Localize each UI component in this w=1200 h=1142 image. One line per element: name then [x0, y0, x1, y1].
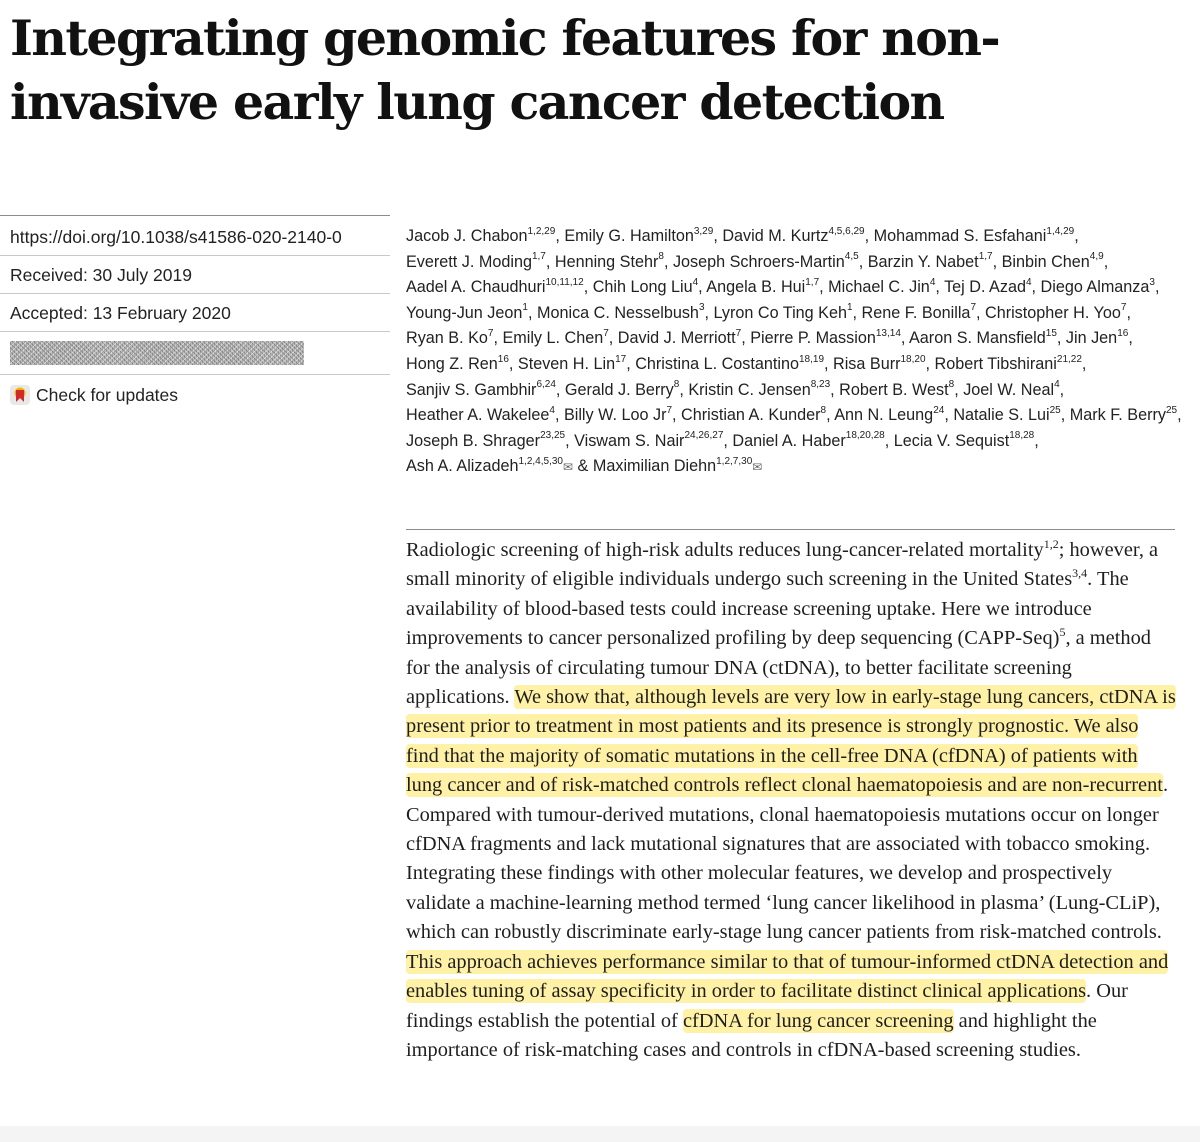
affiliation-sup: 18,28 [1009, 430, 1035, 442]
author-name[interactable]: Diego Almanza$^3$ [1040, 276, 1155, 297]
author-name[interactable]: Risa Burr$^{18,20}$ [833, 353, 926, 373]
abstract-text: ; however, a small minority of eligible individuals undergo such screening in the United States [406, 539, 1159, 591]
bottom-edge [0, 1126, 1200, 1142]
highlighted-text: This approach achieves performance similar to that of tumour-informed ctDNA detection and enables tuning of assay specificity in order to facilitate distinct clinical applications [406, 950, 1169, 1003]
author-name[interactable]: Christina L. Costantino$^{18,19}$ [635, 353, 825, 373]
affiliation-sup: 3,29 [693, 225, 714, 237]
author-name[interactable]: Sanjiv S. Gambhir$^{6,24}$ [406, 379, 556, 399]
affiliation-sup: 4,5,6,29 [828, 225, 865, 237]
affiliation-sup: 8 [948, 379, 955, 391]
affiliation-sup: 16 [497, 353, 509, 365]
author-name[interactable]: Chih Long Liu$^4$ [592, 276, 699, 297]
abstract [406, 536, 1176, 1065]
author-name[interactable]: Mohammad S. Esfahani$^{1,4,29}$ [873, 225, 1075, 245]
check-for-updates-label: Check for updates [36, 385, 179, 405]
author-list: Jacob J. Chabon$^{1,2,29}$, Emily G. Hamilton$^{3,29}$, David M. Kurtz$^{4,5,6,29}$, Mohammad S. Esfahani$^{1,4,29}$, Everett J. Moding$^{1,7}$, Henning Stehr$^8$, Joseph Schroers-Martin$^{4,5}$, Barzin Y. Nabet$^{1,7}$, Binbin Chen$^{4,9}$, Aadel A. Chaudhuri$^{10,11,12}$, Chih Long Liu$^4$, Angela B. Hui$^{1,7}$, Michael C. Jin$^4$, Tej D. Azad$^4$, Diego Almanza$^3$, Young-Jun Jeon$^1$, Monica C. Nesselbush$^3$, Lyron Co Ting Keh$^1$, Rene F. Bonilla$^7$, Christopher H. Yoo$^7$, Ryan B. Ko$^7$, Emily L. Chen$^7$, David J. Merriott$^7$, Pierre P. Massion$^{13,14}$, Aaron S. Mansfield$^{15}$, Jin Jen$^{16}$, Hong Z. Ren$^{16}$, Steven H. Lin$^{17}$, Christina L. Costantino$^{18,19}$, Risa Burr$^{18,20}$, Robert Tibshirani$^{21,22}$, Sanjiv S. Gambhir$^{6,24}$, Gerald J. Berry$^8$, Kristin C. Jensen$^{8,23}$, Robert B. West$^8$, Joel W. Neal$^4$, Heather A. Wakelee$^4$, Billy W. Loo Jr$^7$, Christian A. Kunder$^8$, Ann N. Leung$^{24}$, Natalie S. Lui$^{25}$, Mark F. Berry$^{25}$, Joseph B. Shrager$^{23,25}$, Viswam S. Nair$^{24,26,27}$, Daniel A. Haber$^{18,20,28}$, Lecia V. Sequist$^{18,28}$, Ash A. Alizadeh$^{1,2,4,5,30}$✉ & Maximilian Diehn$^{1,2,7,30}$✉ [406, 225, 1182, 476]
author-name[interactable]: Joseph B. Shrager$^{23,25}$ [406, 430, 566, 450]
abstract-text: . The availability of blood-based tests could increase screening uptake. Here we introduce improvements to cancer personalized profiling by deep sequencing (CAPP-Seq) [406, 568, 1129, 650]
affiliation-sup: 4 [929, 276, 936, 288]
citation-sup: 3,4 [1072, 566, 1088, 581]
affiliation-sup: 4 [549, 404, 555, 416]
affiliation-sup: 25 [1049, 404, 1061, 416]
author-name[interactable]: Binbin Chen$^{4,9}$ [1001, 251, 1104, 271]
citation-sup: 5 [1059, 625, 1066, 640]
author-name[interactable]: Michael C. Jin$^4$ [828, 276, 936, 297]
envelope-icon[interactable]: ✉ [562, 460, 574, 475]
author-conjunction: & [577, 457, 589, 476]
abstract-text: . Compared with tumour-derived mutations, clonal haematopoiesis mutations occur on longer cfDNA fragments and lack mutational signatures that are associated with tobacco smoking. Integrating these findings with other molecular features, we develop and prospectively validate a machine-learning method termed ‘lung cancer likelihood in plasma’ (Lung-CLiP), which can robustly discriminate early-stage lung cancer patients from risk-matched controls. [406, 774, 1169, 944]
author-name[interactable]: Joseph Schroers-Martin$^{4,5}$ [672, 251, 859, 271]
article-metadata [0, 215, 390, 414]
author-name[interactable]: Hong Z. Ren$^{16}$ [406, 353, 509, 373]
author-name[interactable]: Daniel A. Haber$^{18,20,28}$ [732, 430, 885, 450]
affiliation-sup: 8,23 [810, 379, 831, 391]
bookmark-icon [10, 385, 30, 405]
author-name[interactable]: Lyron Co Ting Keh$^1$ [713, 302, 853, 322]
affiliation-sup: 1,7 [805, 276, 820, 288]
affiliation-sup: 4 [692, 276, 699, 288]
affiliation-sup: 4 [1025, 276, 1032, 288]
affiliation-sup: 16 [1117, 327, 1129, 339]
author-name[interactable]: Ann N. Leung$^{24}$ [834, 404, 945, 425]
author-name[interactable]: Ash A. Alizadeh$^{1,2,4,5,30}$✉ [406, 455, 574, 476]
author-name[interactable]: Joel W. Neal$^4$ [963, 379, 1060, 399]
author-name[interactable]: Henning Stehr$^8$ [554, 251, 664, 271]
affiliation-sup: 24 [933, 404, 945, 416]
abstract-text: Radiologic screening of high-risk adults reduces lung-cancer-related mortality [406, 539, 1044, 561]
author-name[interactable]: Emily L. Chen$^7$ [502, 327, 609, 348]
author-name[interactable]: Pierre P. Massion$^{13,14}$ [750, 327, 901, 348]
affiliation-sup: 7 [487, 327, 494, 339]
author-name[interactable]: Viswam S. Nair$^{24,26,27}$ [574, 430, 724, 450]
affiliation-sup: 1,2,4,5,30 [518, 455, 563, 467]
check-for-updates-button[interactable] [0, 374, 390, 414]
author-name[interactable]: David M. Kurtz$^{4,5,6,29}$ [722, 225, 865, 245]
affiliation-sup: 7 [1120, 302, 1127, 314]
affiliation-sup: 3 [698, 302, 705, 314]
affiliation-sup: 7 [970, 302, 976, 314]
affiliation-sup: 21,22 [1056, 353, 1082, 365]
affiliation-sup: 18,19 [798, 353, 825, 365]
affiliation-sup: 23,25 [540, 430, 566, 442]
author-name[interactable]: Billy W. Loo Jr$^7$ [563, 404, 673, 425]
author-name[interactable]: Lecia V. Sequist$^{18,28}$ [893, 430, 1035, 450]
affiliation-sup: 18,20,28 [845, 430, 885, 442]
envelope-icon[interactable]: ✉ [752, 460, 763, 475]
author-name[interactable]: David J. Merriott$^7$ [617, 327, 742, 348]
article-title: Integrating genomic features for non-invasive early lung cancer detection [10, 9, 1000, 131]
doi-link[interactable]: https://doi.org/10.1038/s41586-020-2140-0 [0, 215, 390, 255]
author-name[interactable]: Robert B. West$^8$ [839, 379, 955, 399]
affiliation-sup: 13,14 [875, 327, 901, 339]
author-name[interactable]: Everett J. Moding$^{1,7}$ [406, 251, 546, 271]
affiliation-sup: 6,24 [536, 379, 556, 391]
affiliation-sup: 7 [603, 327, 609, 339]
author-name[interactable]: Monica C. Nesselbush$^3$ [536, 302, 705, 322]
affiliation-sup: 1,7 [531, 251, 546, 263]
citation-sup: 1,2 [1043, 537, 1059, 552]
affiliation-sup: 1 [846, 302, 853, 314]
author-name[interactable]: Robert Tibshirani$^{21,22}$ [934, 353, 1082, 373]
affiliation-sup: 8 [820, 404, 827, 416]
author-name[interactable]: Christopher H. Yoo$^7$ [985, 302, 1127, 322]
affiliation-sup: 25 [1165, 404, 1178, 416]
author-name[interactable]: Young-Jun Jeon$^1$ [406, 302, 528, 322]
affiliation-sup: 7 [735, 327, 742, 339]
affiliation-sup: 4,5 [844, 251, 859, 263]
author-name[interactable]: Emily G. Hamilton$^{3,29}$ [564, 225, 714, 245]
author-name[interactable]: Christian A. Kunder$^8$ [681, 404, 827, 425]
author-name[interactable]: Jin Jen$^{16}$ [1065, 327, 1129, 348]
redaction-noise [10, 341, 304, 365]
affiliation-sup: 10,11,12 [545, 276, 584, 288]
received-date: Received: 30 July 2019 [0, 255, 390, 293]
affiliation-sup: 1 [522, 302, 528, 314]
affiliation-sup: 1,2,29 [527, 225, 556, 237]
author-name[interactable]: Tej D. Azad$^4$ [944, 276, 1032, 297]
author-name[interactable]: Aadel A. Chaudhuri$^{10,11,12}$ [406, 276, 584, 297]
author-name[interactable]: Rene F. Bonilla$^7$ [861, 302, 976, 322]
accepted-date: Accepted: 13 February 2020 [0, 293, 390, 331]
author-name[interactable]: Barzin Y. Nabet$^{1,7}$ [867, 251, 993, 271]
affiliation-sup: 15 [1045, 327, 1057, 339]
author-name[interactable]: Gerald J. Berry$^8$ [564, 379, 680, 399]
affiliation-sup: 1,2,7,30 [716, 455, 753, 467]
author-name[interactable]: Maximilian Diehn$^{1,2,7,30}$✉ [592, 455, 763, 476]
highlighted-text: We show that, although levels are very low in early-stage lung cancers, ctDNA is present prior to treatment in most patients and its presence is strongly prognostic. We also find that the majority of somatic mutations in the cell-free DNA (cfDNA) of patients with lung cancer and of risk-matched controls reflect clonal haematopoiesis and are non-recurrent [406, 686, 1176, 797]
author-name[interactable]: Kristin C. Jensen$^{8,23}$ [688, 379, 831, 399]
abstract-text: . Our findings establish the potential of [406, 980, 1128, 1032]
affiliation-sup: 8 [658, 251, 664, 263]
author-name[interactable]: Aaron S. Mansfield$^{15}$ [909, 327, 1057, 348]
affiliation-sup: 4 [1054, 379, 1060, 391]
author-name[interactable]: Mark F. Berry$^{25}$ [1069, 404, 1178, 425]
affiliation-sup: 1,7 [978, 251, 993, 263]
author-name[interactable]: Steven H. Lin$^{17}$ [517, 353, 627, 373]
divider [406, 529, 1175, 530]
affiliation-sup: 24,26,27 [684, 430, 724, 442]
author-name[interactable]: Ryan B. Ko$^7$ [406, 327, 494, 348]
affiliation-sup: 7 [666, 404, 673, 416]
author-name[interactable]: Jacob J. Chabon$^{1,2,29}$ [406, 225, 556, 245]
highlighted-text: cfDNA for lung cancer screening [682, 1009, 954, 1032]
affiliation-sup: 3 [1149, 276, 1155, 288]
author-name[interactable]: Natalie S. Lui$^{25}$ [953, 404, 1061, 425]
abstract-text: and highlight the importance of risk-matching cases and controls in cfDNA-based screening studies. [406, 1009, 1097, 1061]
redacted-block [0, 331, 390, 374]
affiliation-sup: 18,20 [900, 353, 926, 365]
affiliation-sup: 4,9 [1089, 251, 1104, 263]
abstract-text: , a method for the analysis of circulating tumour DNA (ctDNA), to better facilitate screening applications. [406, 627, 1151, 709]
affiliation-sup: 17 [615, 353, 627, 365]
author-name[interactable]: Heather A. Wakelee$^4$ [406, 404, 555, 425]
affiliation-sup: 1,4,29 [1046, 225, 1075, 237]
author-name[interactable]: Angela B. Hui$^{1,7}$ [706, 276, 820, 297]
affiliation-sup: 8 [673, 379, 680, 391]
